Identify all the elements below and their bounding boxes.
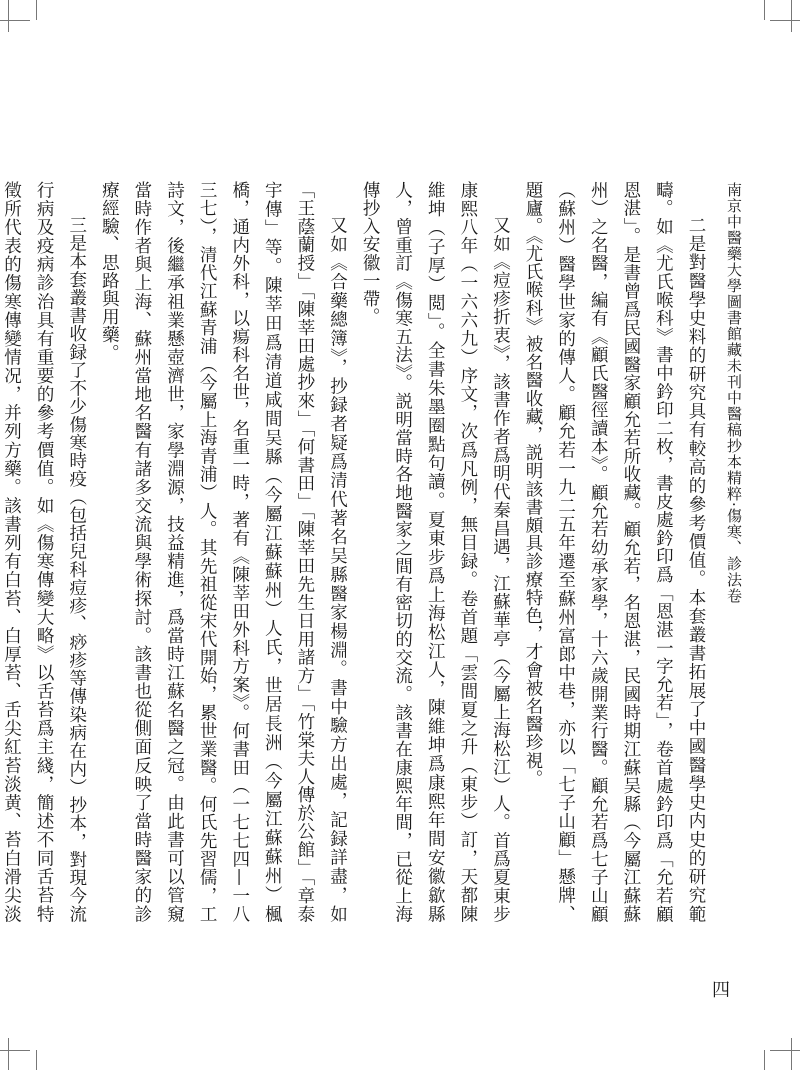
crop-mark-top-left-v2 [36,0,37,20]
body-text [1,181,712,923]
crop-mark-bottom-right-v2 [764,1050,765,1070]
crop-mark-top-right-h [770,20,800,21]
crop-mark-top-left-v [8,0,9,32]
crop-mark-bottom-right-h [770,1050,800,1051]
page-number: 四 [712,980,730,1001]
paragraph-2: 又如《痘疹折衷》，該書作者爲明代秦昌遇，江蘇華亭（今屬上海松江）人。首爲夏東步康熙八年（一六六九）序文，次爲凡例，無目録。卷首題「雲間夏之升（東步）訂，天都陳維坤（子厚）閲」。全書朱墨圈點句讀。夏東步爲上海松江人，陳維坤爲康熙年間安徽歙縣人，曾重訂《傷寒五法》。説明當時各地醫家之間有密切的交流。該書在康熙年間，已從上海傳抄入安徽一帶。 [360,181,511,923]
crop-mark-top-right-v [791,0,792,32]
paragraph-4: 三是本套叢書收録了不少傷寒時疫（包括兒科痘疹、痧疹等傳染病在内）抄本，對現今流行病及疫病診治具有重要的參考價值。如《傷寒傳變大略》以舌苔爲主綫，簡述不同舌苔特徵所代表的傷寒傳變情况，并列方藥。該書列有白苔、白厚苔、舌尖紅苔淡黄、苔白滑尖淡 [1,181,87,923]
crop-mark-bottom-right-v [791,1038,792,1070]
running-head: 南京中醫藥大學圖書館藏未刊中醫稿抄本精粹·傷寒、診法卷 [725,182,743,604]
crop-mark-bottom-left-v2 [36,1050,37,1070]
crop-mark-top-left-h [0,20,30,21]
paragraph-1: 二是對醫學史料的研究具有較高的參考價值。本套叢書拓展了中國醫學史内史的研究範疇。如《尤氏喉科》書中鈐印二枚，書皮處鈐印爲「恩湛一字允若」，卷首處鈐印爲「允若顧恩湛」。是書曾爲民國醫家顧允若所收藏。顧允若，名恩湛，民國時期江蘇吴縣（今屬江蘇蘇州）之名醫，編有《顧氏醫徑讀本》。顧允若幼承家學，十六歲開業行醫。顧允若爲七子山顧（蘇州）醫學世家的傳人。顧允若一九二五年遷至蘇州富郎中巷，亦以「七子山顧」懸牌、題廬。《尤氏喉科》被名醫收藏，説明該書頗具診療特色，才會被名醫珍視。 [523,181,706,923]
paragraph-3: 又如《合藥總簿》，抄録者疑爲清代著名吴縣醫家楊淵。書中驗方出處，記録詳盡，如「王蔭蘭授」「陳莘田處抄來」「何書田」「陳莘田先生日用諸方」「竹棠夫人傳於公館」「章泰宇傳」等。陳莘田爲清道咸間吴縣（今屬江蘇蘇州）人氏，世居長洲（今屬江蘇蘇州）楓橋，通内外科，以瘍科名世，名重一時，著有《陳莘田外科方案》。何書田（一七七四—一八三七），清代江蘇青浦（今屬上海青浦）人。其先祖從宋代開始，累世業醫。何氏先習儒，工詩文，後繼承祖業懸壺濟世，家學淵源，技益精進，爲當時江蘇名醫之冠。由此書可以管窺當時作者與上海、蘇州當地名醫有諸多交流與學術探討。該書也從側面反映了當時醫家的診療經驗、思路與用藥。 [99,181,348,923]
crop-mark-bottom-left-h [0,1050,30,1051]
crop-mark-top-right-v2 [764,0,765,20]
crop-mark-bottom-left-v [8,1038,9,1070]
